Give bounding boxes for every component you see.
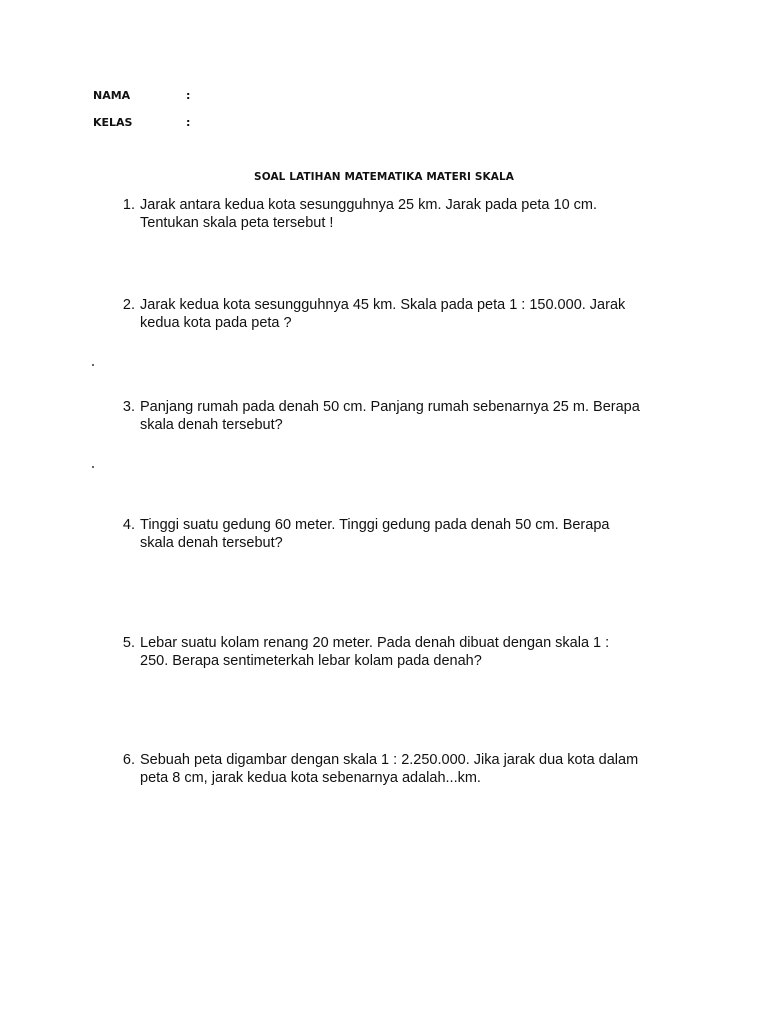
question-item <box>113 751 673 787</box>
question-line: peta 8 cm, jarak kedua kota sebenarnya adalah...km. <box>140 770 481 786</box>
question-number: 5. <box>122 635 135 651</box>
class-colon: : <box>186 116 191 129</box>
question-text <box>140 751 673 787</box>
question-item <box>113 634 673 670</box>
question-item <box>113 516 673 552</box>
question-line: Sebuah peta digambar dengan skala 1 : 2.250.000. Jika jarak dua kota dalam <box>140 752 639 768</box>
class-label: KELAS <box>93 116 133 129</box>
question-line: skala denah tersebut? <box>140 535 283 551</box>
question-line: Tinggi suatu gedung 60 meter. Tinggi gedung pada denah 50 cm. Berapa <box>140 517 610 533</box>
question-text <box>140 296 673 332</box>
question-text <box>140 516 673 552</box>
question-text <box>140 634 673 670</box>
question-line: Panjang rumah pada denah 50 cm. Panjang rumah sebenarnya 25 m. Berapa <box>140 399 640 415</box>
question-line: Lebar suatu kolam renang 20 meter. Pada denah dibuat dengan skala 1 : <box>140 635 610 651</box>
question-item <box>113 196 673 232</box>
question-line: Tentukan skala peta tersebut ! <box>140 215 334 231</box>
name-label: NAMA <box>93 89 131 102</box>
question-text <box>140 196 673 232</box>
question-number: 6. <box>122 752 135 768</box>
question-number: 4. <box>122 517 135 533</box>
question-number: 1. <box>122 197 135 213</box>
stray-mark <box>92 466 94 468</box>
stray-mark <box>92 364 94 366</box>
question-line: skala denah tersebut? <box>140 417 283 433</box>
question-number: 2. <box>122 297 135 313</box>
question-line: Jarak kedua kota sesungguhnya 45 km. Skala pada peta 1 : 150.000. Jarak <box>140 297 626 313</box>
question-item <box>113 296 673 332</box>
name-colon: : <box>186 89 191 102</box>
question-line: kedua kota pada peta ? <box>140 315 292 331</box>
question-item <box>113 398 673 434</box>
question-line: 250. Berapa sentimeterkah lebar kolam pada denah? <box>140 653 482 669</box>
question-line: Jarak antara kedua kota sesungguhnya 25 km. Jarak pada peta 10 cm. <box>140 197 598 213</box>
worksheet-title: SOAL LATIHAN MATEMATIKA MATERI SKALA <box>254 171 514 183</box>
question-number: 3. <box>122 399 135 415</box>
question-text <box>140 398 673 434</box>
